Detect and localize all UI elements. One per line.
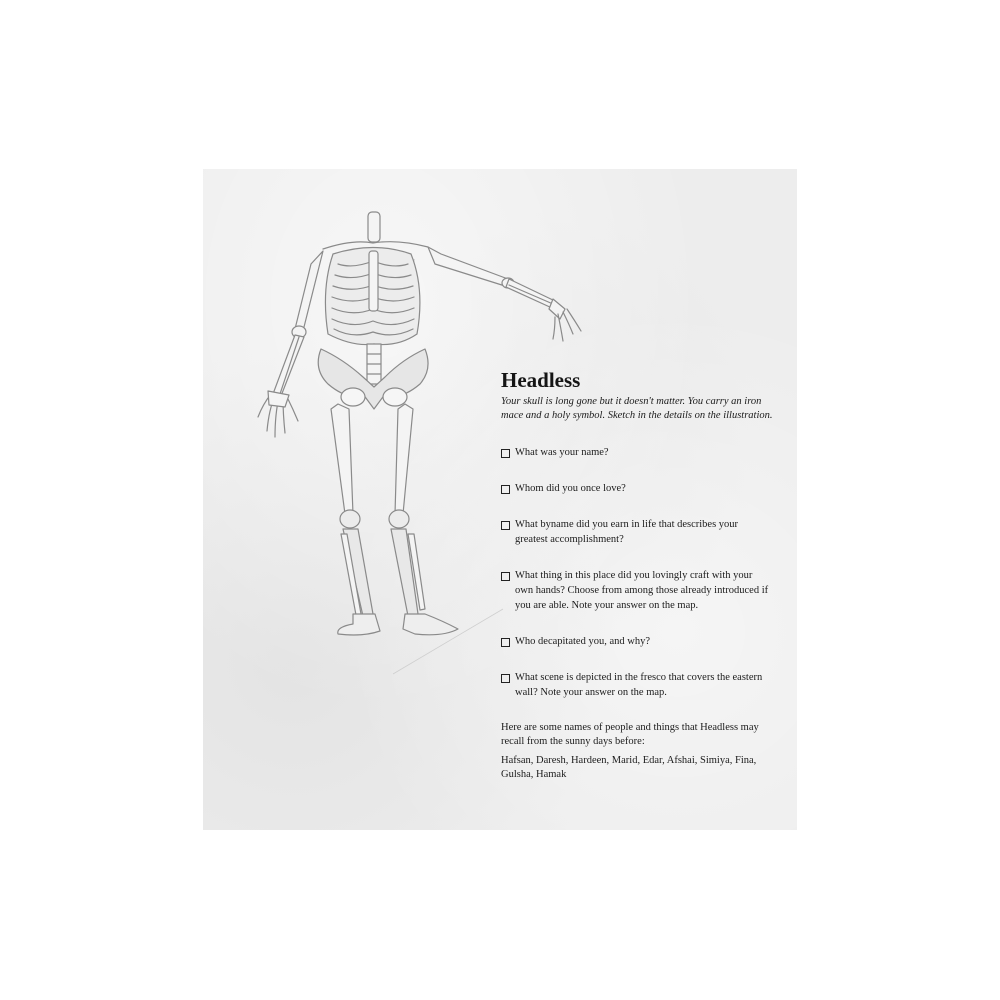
- text-column: [501, 368, 773, 782]
- checkbox-icon[interactable]: [501, 521, 510, 530]
- question-item: [501, 634, 773, 649]
- names-list: Hafsan, Daresh, Hardeen, Marid, Edar, Afshai, Simiya, Fina, Gulsha, Hamak: [501, 755, 757, 780]
- question-item: [501, 481, 773, 496]
- checkbox-icon[interactable]: [501, 449, 510, 458]
- character-sheet-page: [203, 169, 797, 830]
- question-text: Whom did you once love?: [515, 483, 626, 494]
- question-text: What scene is depicted in the fresco that covers the eastern wall? Note your answer on the map.: [515, 672, 763, 698]
- names-intro: Here are some names of people and things that Headless may recall from the sunny days before:: [501, 722, 759, 747]
- checkbox-icon[interactable]: [501, 572, 510, 581]
- question-text: What byname did you earn in life that describes your greatest accomplishment?: [515, 519, 739, 545]
- question-item: [501, 568, 773, 613]
- question-list: [501, 445, 773, 700]
- intro-text: Your skull is long gone but it doesn't matter. You carry an iron mace and a holy symbol. Sketch in the details on the illustration.: [501, 396, 773, 421]
- question-item: [501, 445, 773, 460]
- page-title: Headless: [501, 368, 581, 392]
- question-text: What was your name?: [515, 447, 609, 458]
- question-text: Who decapitated you, and why?: [515, 636, 650, 647]
- checkbox-icon[interactable]: [501, 485, 510, 494]
- checkbox-icon[interactable]: [501, 674, 510, 683]
- question-text: What thing in this place did you lovingly craft with your own hands? Choose from among those already introduced if you are able. Note your answer on the map.: [515, 570, 769, 611]
- question-item: [501, 517, 773, 547]
- question-item: [501, 670, 773, 700]
- checkbox-icon[interactable]: [501, 638, 510, 647]
